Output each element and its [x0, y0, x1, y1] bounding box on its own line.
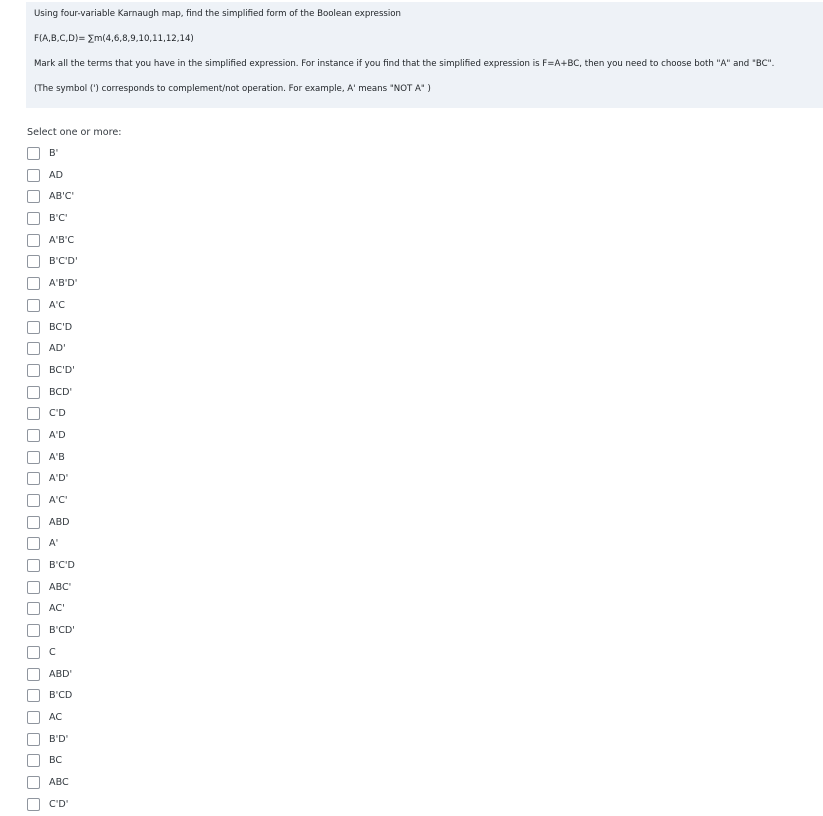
question-text-box	[26, 2, 823, 108]
option-checkbox[interactable]	[27, 234, 40, 247]
option-checkbox[interactable]	[27, 299, 40, 312]
option-checkbox[interactable]	[27, 321, 40, 334]
option-label[interactable]: AC'	[49, 603, 65, 615]
answer-option[interactable]	[0, 167, 300, 189]
option-label[interactable]: B'CD	[49, 690, 73, 702]
option-checkbox[interactable]	[27, 711, 40, 724]
option-label[interactable]: AC	[49, 711, 63, 723]
option-checkbox[interactable]	[27, 754, 40, 767]
option-checkbox[interactable]	[27, 602, 40, 615]
answer-option[interactable]	[0, 253, 300, 275]
answer-option[interactable]	[0, 319, 300, 341]
option-label[interactable]: BC'D	[49, 321, 73, 333]
option-checkbox[interactable]	[27, 537, 40, 550]
option-checkbox[interactable]	[27, 451, 40, 464]
answer-option[interactable]	[0, 514, 300, 536]
select-prompt: Select one or more:	[27, 127, 122, 138]
option-checkbox[interactable]	[27, 386, 40, 399]
option-checkbox[interactable]	[27, 624, 40, 637]
option-label[interactable]: AB'C'	[49, 191, 75, 203]
option-label[interactable]: C'D	[49, 408, 66, 420]
answer-option[interactable]	[0, 427, 300, 449]
option-checkbox[interactable]	[27, 255, 40, 268]
option-checkbox[interactable]	[27, 646, 40, 659]
answer-option[interactable]	[0, 622, 300, 644]
option-checkbox[interactable]	[27, 668, 40, 681]
option-checkbox[interactable]	[27, 212, 40, 225]
option-label[interactable]: AD'	[49, 343, 66, 355]
answer-option[interactable]	[0, 666, 300, 688]
option-checkbox[interactable]	[27, 494, 40, 507]
answer-option[interactable]	[0, 687, 300, 709]
answer-option[interactable]	[0, 405, 300, 427]
option-label[interactable]: BC	[49, 755, 63, 767]
answer-option[interactable]	[0, 275, 300, 297]
option-checkbox[interactable]	[27, 559, 40, 572]
option-checkbox[interactable]	[27, 364, 40, 377]
answer-option[interactable]	[0, 535, 300, 557]
answer-option[interactable]	[0, 752, 300, 774]
option-label[interactable]: A'	[49, 538, 59, 550]
answer-option[interactable]	[0, 796, 300, 816]
option-checkbox[interactable]	[27, 429, 40, 442]
option-checkbox[interactable]	[27, 147, 40, 160]
question-directions: Mark all the terms that you have in the simplified expression. For instance if you find that the simplified expression is F=A+BC, then you need to choose both "A" and "BC".	[34, 59, 775, 69]
option-checkbox[interactable]	[27, 516, 40, 529]
option-checkbox[interactable]	[27, 689, 40, 702]
option-checkbox[interactable]	[27, 190, 40, 203]
answer-option[interactable]	[0, 774, 300, 796]
option-checkbox[interactable]	[27, 169, 40, 182]
option-label[interactable]: ABC'	[49, 581, 72, 593]
option-label[interactable]: B'	[49, 148, 59, 159]
option-label[interactable]: B'D'	[49, 733, 69, 745]
option-checkbox[interactable]	[27, 733, 40, 746]
option-label[interactable]: A'B'D'	[49, 278, 78, 290]
option-label[interactable]: A'C	[49, 299, 65, 311]
answer-option[interactable]	[0, 384, 300, 406]
answer-options-list	[0, 145, 300, 816]
answer-option[interactable]	[0, 210, 300, 232]
answer-option[interactable]	[0, 731, 300, 753]
answer-option[interactable]	[0, 492, 300, 514]
answer-option[interactable]	[0, 709, 300, 731]
boolean-function: F(A,B,C,D)= ∑m(4,6,8,9,10,11,12,14)	[34, 34, 194, 44]
answer-option[interactable]	[0, 188, 300, 210]
option-label[interactable]: ABC	[49, 776, 69, 788]
answer-option[interactable]	[0, 470, 300, 492]
option-label[interactable]: BC'D'	[49, 364, 75, 376]
answer-option[interactable]	[0, 362, 300, 384]
answer-option[interactable]	[0, 232, 300, 254]
option-checkbox[interactable]	[27, 776, 40, 789]
option-label[interactable]: ABD'	[49, 668, 73, 680]
option-label[interactable]: C'D'	[49, 798, 69, 810]
option-label[interactable]: B'C'	[49, 213, 68, 225]
option-checkbox[interactable]	[27, 581, 40, 594]
option-label[interactable]: AD	[49, 169, 63, 181]
option-label[interactable]: A'B	[49, 451, 65, 463]
option-label[interactable]: A'B'C	[49, 234, 75, 246]
option-label[interactable]: B'C'D'	[49, 256, 78, 268]
option-label[interactable]: A'D	[49, 429, 66, 441]
option-label[interactable]: C	[49, 646, 56, 658]
option-checkbox[interactable]	[27, 342, 40, 355]
answer-option[interactable]	[0, 557, 300, 579]
option-label[interactable]: BCD'	[49, 386, 73, 398]
answer-option[interactable]	[0, 579, 300, 601]
question-instruction: Using four-variable Karnaugh map, find the simplified form of the Boolean expression	[34, 9, 401, 19]
option-checkbox[interactable]	[27, 798, 40, 811]
answer-option[interactable]	[0, 340, 300, 362]
option-checkbox[interactable]	[27, 407, 40, 420]
option-label[interactable]: A'D'	[49, 473, 69, 485]
answer-option[interactable]	[0, 644, 300, 666]
option-label[interactable]: A'C'	[49, 495, 68, 506]
answer-option[interactable]	[0, 600, 300, 622]
option-label[interactable]: B'C'D	[49, 560, 75, 572]
answer-option[interactable]	[0, 449, 300, 471]
complement-note: (The symbol (') corresponds to complement/not operation. For example, A' means "NOT A" )	[34, 84, 431, 94]
answer-option[interactable]	[0, 145, 300, 167]
option-label[interactable]: B'CD'	[49, 625, 75, 637]
option-label[interactable]: ABD	[49, 516, 70, 528]
option-checkbox[interactable]	[27, 472, 40, 485]
option-checkbox[interactable]	[27, 277, 40, 290]
answer-option[interactable]	[0, 297, 300, 319]
